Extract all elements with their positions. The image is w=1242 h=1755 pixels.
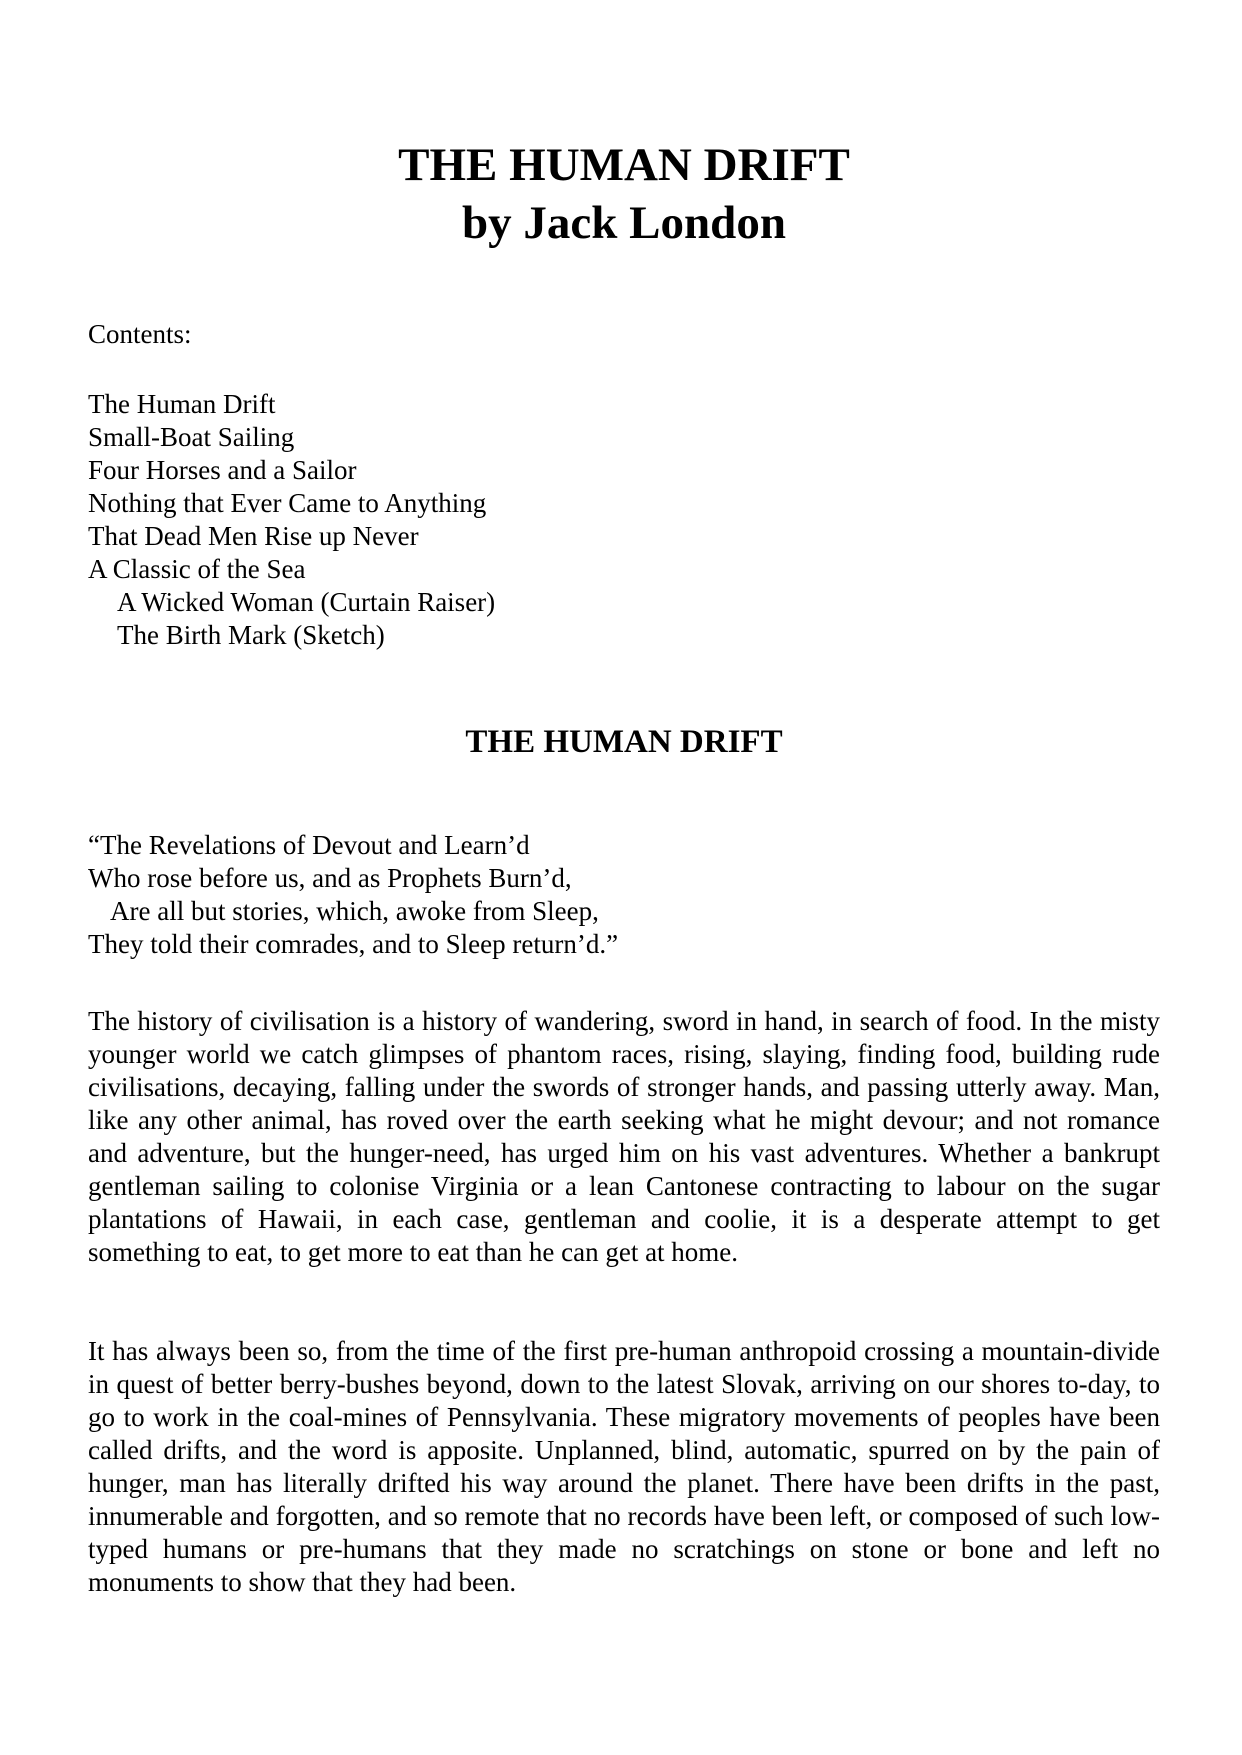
book-byline: by Jack London [462,197,786,249]
book-title-block [88,136,1160,252]
epigraph-verse [88,829,618,961]
contents-label: Contents: [88,319,192,349]
body-paragraph: The history of civilisation is a history of wandering, sword in hand, in search of food. In the misty younger world we catch glimpses of phantom races, rising, slaying, finding food, building rude civilisations, decaying, falling under the swords of stronger hands, and passing utterly away. Man, like any other animal, has roved over the earth seeking what he might devour; and not romance and adventure, but the hunger-need, has urged him on his vast adventures. Whether a bankrupt gentleman sailing to colonise Virginia or a lean Cantonese contracting to labour on the sugar plantations of Hawaii, in each case, gentleman and coolie, it is a desperate attempt to get something to eat, to get more to eat than he can get at home. [88,1006,1160,1267]
toc-subitem: A Wicked Woman (Curtain Raiser) [117,587,496,617]
toc-item: The Human Drift [88,389,276,419]
book-title: THE HUMAN DRIFT [398,139,850,191]
verse-line: Are all but stories, which, awoke from Sleep, [110,896,599,926]
toc-item: Nothing that Ever Came to Anything [88,488,487,518]
body-paragraph: It has always been so, from the time of the first pre-human anthropoid crossing a mountain-divide in quest of better berry-bushes beyond, down to the latest Slovak, arriving on our shores to-day, to go to work in the coal-mines of Pennsylvania. These migratory movements of peoples have been called drifts, and the word is apposite. Unplanned, blind, automatic, spurred on by the pain of hunger, man has literally drifted his way around the planet. There have been drifts in the past, innumerable and forgotten, and so remote that no records have been left, or composed of such low-typed humans or pre-humans that they made no scratchings on stone or bone and left no monuments to show that they had been. [88,1336,1160,1597]
verse-line: Who rose before us, and as Prophets Burn’d, [88,863,572,893]
toc-subitem: The Birth Mark (Sketch) [117,620,385,650]
verse-line: “The Revelations of Devout and Learn’d [88,830,530,860]
section-title: THE HUMAN DRIFT [465,724,783,760]
toc-item: Four Horses and a Sailor [88,455,357,485]
verse-line: They told their comrades, and to Sleep return’d.” [88,929,619,959]
table-of-contents [88,388,495,652]
toc-item: A Classic of the Sea [88,554,306,584]
toc-item: Small-Boat Sailing [88,422,295,452]
toc-item: That Dead Men Rise up Never [88,521,419,551]
